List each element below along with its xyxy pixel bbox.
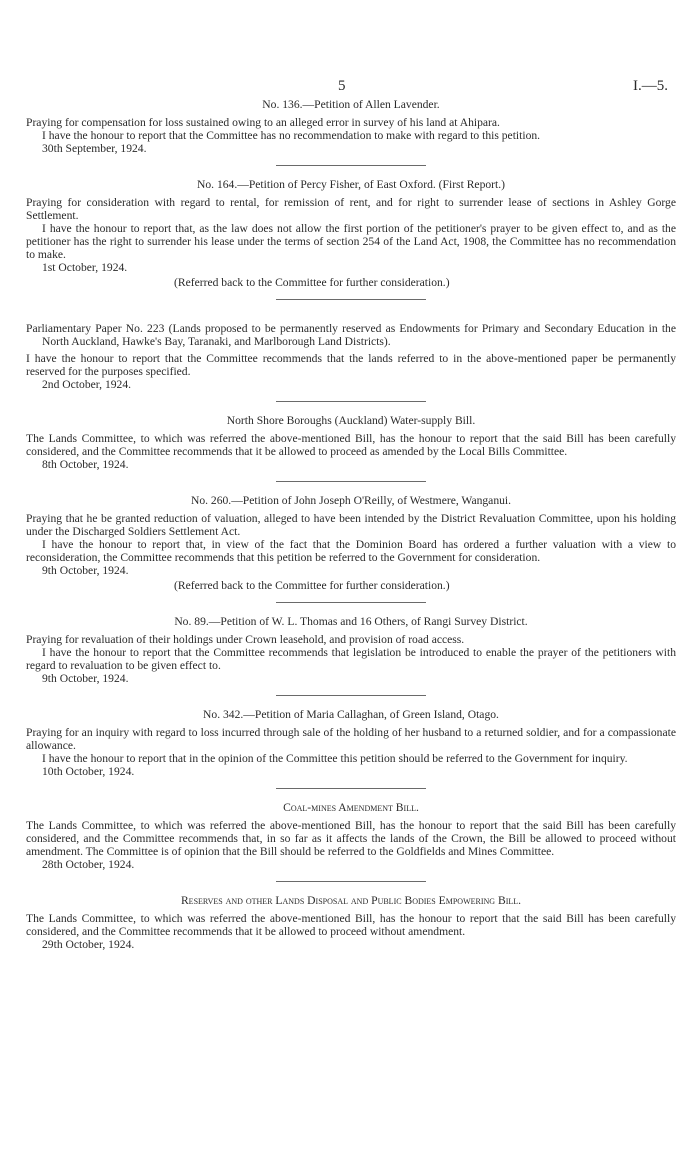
section-petition-164 (26, 178, 676, 289)
section-heading: Parliamentary Paper No. 223 (Lands proposed to be permanently reserved as Endowments for Primary and Secondary Education in the North Auckland, Hawke's Bay, Taranaki, and Marlborough Land Districts). (26, 322, 676, 348)
section-divider (276, 788, 426, 789)
section-divider (276, 401, 426, 402)
section-heading: No. 164.—Petition of Percy Fisher, of East Oxford. (First Report.) (196, 178, 506, 191)
section-heading: No. 342.—Petition of Maria Callaghan, of Green Island, Otago. (203, 708, 499, 721)
section-coal-mines-bill (26, 801, 676, 871)
report-paragraph: I have the honour to report that the Committee recommends that legislation be introduced to enable the prayer of the petitioners with regard to revaluation to be given effect to. (26, 646, 676, 672)
section-petition-260 (26, 494, 676, 592)
section-divider (276, 299, 426, 300)
page-number: 5 (338, 78, 346, 94)
report-paragraph: I have the honour to report that in the opinion of the Committee this petition should be referred to the Government for inquiry. (42, 752, 628, 765)
section-north-shore-bill (26, 414, 676, 471)
document-reference: I.—5. (633, 78, 668, 94)
report-date: 1st October, 1924. (42, 261, 128, 274)
referral-note: (Referred back to the Committee for further consideration.) (174, 579, 450, 592)
praying-paragraph: Praying for compensation for loss sustained owing to an alleged error in survey of his land at Ahipara. (26, 116, 500, 129)
section-divider (276, 481, 426, 482)
report-date: 2nd October, 1924. (42, 378, 132, 391)
report-date: 9th October, 1924. (42, 672, 129, 685)
report-paragraph: I have the honour to report that the Committee has no recommendation to make with regard to this petition. (42, 129, 541, 142)
section-heading: No. 89.—Petition of W. L. Thomas and 16 Others, of Rangi Survey District. (174, 615, 528, 628)
section-petition-89 (26, 615, 676, 685)
section-petition-342 (26, 708, 676, 778)
report-paragraph: I have the honour to report that, as the law does not allow the first portion of the petitioner's prayer to be given effect to, and as the petitioner has the right to surrender his lease under the terms of section 254 of the Land Act, 1908, the Committee has no recommendation to make. (26, 222, 676, 261)
referral-note: (Referred back to the Committee for further consideration.) (174, 276, 450, 289)
praying-paragraph: Praying for an inquiry with regard to loss incurred through sale of the holding of her husband to a returned soldier, and for a compassionate allowance. (26, 726, 676, 752)
report-date: 10th October, 1924. (42, 765, 135, 778)
section-divider (276, 881, 426, 882)
report-date: 9th October, 1924. (42, 564, 129, 577)
report-paragraph: The Lands Committee, to which was referred the above-mentioned Bill, has the honour to report that the said Bill has been carefully considered, and the Committee recommends that it be allowed to proceed as amended by the Local Bills Committee. (26, 432, 676, 458)
report-paragraph: The Lands Committee, to which was referred the above-mentioned Bill, has the honour to report that the said Bill has been carefully considered, and the Committee recommends that it be allowed to proceed without amendment. (26, 912, 676, 938)
section-divider (276, 602, 426, 603)
section-heading: Reserves and other Lands Disposal and Public Bodies Empowering Bill. (180, 894, 522, 907)
report-date: 30th September, 1924. (42, 142, 147, 155)
section-heading: No. 260.—Petition of John Joseph O'Reilly, of Westmere, Wanganui. (190, 494, 512, 507)
report-date: 8th October, 1924. (42, 458, 129, 471)
section-divider (276, 165, 426, 166)
praying-paragraph: Praying for consideration with regard to rental, for remission of rent, and for right to surrender lease of sections in Ashley Gorge Settlement. (26, 196, 676, 222)
section-heading: Coal-mines Amendment Bill. (283, 801, 419, 814)
page-content (26, 98, 676, 951)
report-paragraph: I have the honour to report that, in view of the fact that the Dominion Board has ordered a further valuation with a view to reconsideration, the Committee recommends that this petition be referred to the Government for consideration. (26, 538, 676, 564)
report-date: 29th October, 1924. (42, 938, 135, 951)
praying-paragraph: Praying that he be granted reduction of valuation, alleged to have been intended by the District Revaluation Committee, upon his holding under the Discharged Soldiers Settlement Act. (26, 512, 676, 538)
section-petition-136 (26, 98, 676, 155)
praying-paragraph: Praying for revaluation of their holdings under Crown leasehold, and provision of road access. (26, 633, 465, 646)
report-paragraph: I have the honour to report that the Committee recommends that the lands referred to in the above-mentioned paper be permanently reserved for the purposes specified. (26, 352, 676, 378)
section-parliamentary-paper-223 (26, 322, 676, 391)
report-paragraph: The Lands Committee, to which was referred the above-mentioned Bill, has the honour to report that the said Bill has been carefully considered, and the Committee recommends that, in so far as it affects the lands of the Crown, the Bill be allowed to proceed without amendment. The Committee is of opinion that the Bill should be referred to the Goldfields and Mines Committee. (26, 819, 676, 858)
report-date: 28th October, 1924. (42, 858, 135, 871)
section-reserves-bill (26, 894, 676, 951)
section-divider (276, 695, 426, 696)
section-heading: No. 136.—Petition of Allen Lavender. (262, 98, 440, 111)
section-heading: North Shore Boroughs (Auckland) Water-supply Bill. (226, 414, 476, 427)
